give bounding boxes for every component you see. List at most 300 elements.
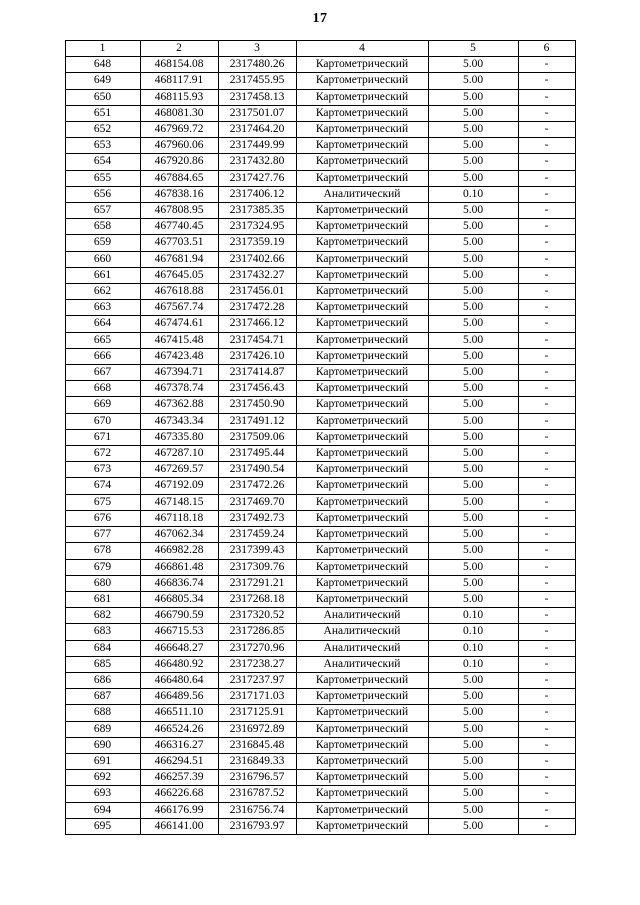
table-cell: 467423.48 [140,348,218,364]
table-cell: - [518,284,575,300]
table-cell: - [518,57,575,73]
table-row [65,527,575,543]
table-cell: 466480.92 [140,656,218,672]
table-cell: 5.00 [428,753,518,769]
table-cell: Картометрический [296,494,428,510]
coordinates-table [65,40,576,835]
table-cell: 467681.94 [140,251,218,267]
table-cell: 467884.65 [140,170,218,186]
table-cell: 5.00 [428,332,518,348]
table-cell: 467567.74 [140,300,218,316]
table-cell: - [518,381,575,397]
table-cell: 656 [65,186,140,202]
table-cell: 687 [65,689,140,705]
table-cell: - [518,608,575,624]
table-cell: Картометрический [296,219,428,235]
column-header: 4 [296,41,428,57]
table-row [65,284,575,300]
table-cell: 5.00 [428,818,518,834]
table-cell: 2317492.73 [218,510,296,526]
table-cell: 467269.57 [140,462,218,478]
table-cell: 2317427.76 [218,170,296,186]
table-cell: 467343.34 [140,413,218,429]
table-cell: 467618.88 [140,284,218,300]
table-cell: 467703.51 [140,235,218,251]
table-row [65,656,575,672]
table-cell: - [518,527,575,543]
table-cell: Картометрический [296,57,428,73]
table-row [65,608,575,624]
table-cell: 467415.48 [140,332,218,348]
table-cell: 5.00 [428,429,518,445]
table-row [65,251,575,267]
table-cell: 467808.95 [140,203,218,219]
table-row [65,640,575,656]
table-cell: 690 [65,737,140,753]
table-cell: 467969.72 [140,122,218,138]
table-cell: 2317286.85 [218,624,296,640]
table-row [65,737,575,753]
table-cell: 0.10 [428,186,518,202]
table-cell: Картометрический [296,672,428,688]
table-cell: 467287.10 [140,446,218,462]
table-cell: Картометрический [296,802,428,818]
table-cell: Картометрический [296,397,428,413]
table-cell: 661 [65,267,140,283]
table-cell: Картометрический [296,332,428,348]
table-cell: Картометрический [296,786,428,802]
table-cell: 654 [65,154,140,170]
table-cell: Картометрический [296,770,428,786]
table-row [65,510,575,526]
table-row [65,186,575,202]
table-row [65,219,575,235]
table-cell: 467362.88 [140,397,218,413]
table-cell: 680 [65,575,140,591]
table-row [65,381,575,397]
table-cell: 5.00 [428,154,518,170]
table-cell: Картометрический [296,73,428,89]
table-cell: 0.10 [428,624,518,640]
table-cell: - [518,737,575,753]
table-cell: 2317402.66 [218,251,296,267]
table-cell: 2317456.01 [218,284,296,300]
table-cell: 0.10 [428,608,518,624]
table-cell: Аналитический [296,640,428,656]
table-cell: 5.00 [428,300,518,316]
table-row [65,138,575,154]
table-row [65,753,575,769]
table-row [65,267,575,283]
table-cell: - [518,770,575,786]
table-cell: - [518,478,575,494]
table-cell: Картометрический [296,462,428,478]
table-cell: 467118.18 [140,510,218,526]
table-cell: 2316849.33 [218,753,296,769]
table-row [65,543,575,559]
table-cell: Картометрический [296,575,428,591]
table-row [65,818,575,834]
table-cell: - [518,802,575,818]
table-cell: 2316787.52 [218,786,296,802]
table-cell: 655 [65,170,140,186]
table-cell: Картометрический [296,348,428,364]
table-cell: 2317385.35 [218,203,296,219]
table-cell: 466715.53 [140,624,218,640]
table-cell: 2317125.91 [218,705,296,721]
table-cell: 5.00 [428,235,518,251]
table-cell: - [518,251,575,267]
table-cell: 2317466.12 [218,316,296,332]
table-cell: Аналитический [296,656,428,672]
table-cell: - [518,413,575,429]
table-cell: 2317320.52 [218,608,296,624]
table-cell: 5.00 [428,105,518,121]
table-cell: 672 [65,446,140,462]
table-cell: 679 [65,559,140,575]
table-cell: Картометрический [296,89,428,105]
table-cell: - [518,543,575,559]
table-cell: - [518,591,575,607]
table-cell: - [518,818,575,834]
table-cell: 657 [65,203,140,219]
table-cell: - [518,559,575,575]
table-cell: 669 [65,397,140,413]
table-cell: 466805.34 [140,591,218,607]
table-cell: 695 [65,818,140,834]
table-cell: Картометрический [296,413,428,429]
table-cell: 2317464.20 [218,122,296,138]
table-cell: Аналитический [296,608,428,624]
table-cell: 5.00 [428,57,518,73]
table-cell: 5.00 [428,316,518,332]
table-cell: - [518,446,575,462]
table-cell: 2317406.12 [218,186,296,202]
table-cell: 665 [65,332,140,348]
table-row [65,802,575,818]
table-cell: 467062.34 [140,527,218,543]
table-row [65,429,575,445]
table-row [65,462,575,478]
table-cell: 468154.08 [140,57,218,73]
table-cell: 5.00 [428,494,518,510]
table-cell: 5.00 [428,527,518,543]
table-cell: Картометрический [296,478,428,494]
table-cell: 2316756.74 [218,802,296,818]
table-cell: 693 [65,786,140,802]
table-cell: 2316793.97 [218,818,296,834]
table-cell: 2317458.13 [218,89,296,105]
table-row [65,365,575,381]
table-cell: 467394.71 [140,365,218,381]
table-cell: 2317455.95 [218,73,296,89]
table-cell: 468081.30 [140,105,218,121]
table-cell: Картометрический [296,510,428,526]
table-cell: 691 [65,753,140,769]
table-cell: 2317399.43 [218,543,296,559]
table-row [65,235,575,251]
table-cell: 2317324.95 [218,219,296,235]
table-cell: 467960.06 [140,138,218,154]
table-cell: 681 [65,591,140,607]
table-cell: 2317469.70 [218,494,296,510]
table-cell: - [518,494,575,510]
table-row [65,397,575,413]
table-cell: 686 [65,672,140,688]
table-cell: 5.00 [428,284,518,300]
table-cell: 5.00 [428,672,518,688]
table-row [65,122,575,138]
table-cell: 0.10 [428,640,518,656]
table-row [65,332,575,348]
table-cell: - [518,348,575,364]
column-header: 6 [518,41,575,57]
table-cell: 467645.05 [140,267,218,283]
table-cell: 652 [65,122,140,138]
table-cell: - [518,300,575,316]
column-header: 1 [65,41,140,57]
table-row [65,591,575,607]
table-cell: 682 [65,608,140,624]
table-row [65,170,575,186]
table-cell: Картометрический [296,235,428,251]
table-cell: 664 [65,316,140,332]
table-cell: 466257.39 [140,770,218,786]
table-cell: 5.00 [428,219,518,235]
table-cell: - [518,624,575,640]
table-cell: 5.00 [428,802,518,818]
table-cell: 467740.45 [140,219,218,235]
table-cell: 5.00 [428,510,518,526]
table-cell: - [518,656,575,672]
table-cell: 2317454.71 [218,332,296,348]
table-cell: Картометрический [296,559,428,575]
table-cell: 650 [65,89,140,105]
table-cell: Картометрический [296,689,428,705]
table-cell: Картометрический [296,284,428,300]
table-cell: 466294.51 [140,753,218,769]
table-cell: - [518,219,575,235]
table-cell: Картометрический [296,446,428,462]
table-cell: 5.00 [428,89,518,105]
table-cell: 5.00 [428,770,518,786]
table-cell: - [518,786,575,802]
table-cell: 5.00 [428,737,518,753]
table-row [65,786,575,802]
table-cell: 467148.15 [140,494,218,510]
column-header: 2 [140,41,218,57]
table-cell: 5.00 [428,591,518,607]
table-cell: 2317491.12 [218,413,296,429]
table-cell: Картометрический [296,429,428,445]
table-cell: 649 [65,73,140,89]
table-row [65,770,575,786]
table-cell: 648 [65,57,140,73]
table-cell: 2316845.48 [218,737,296,753]
table-cell: - [518,203,575,219]
table-row [65,73,575,89]
table-cell: 2317480.26 [218,57,296,73]
table-cell: 692 [65,770,140,786]
table-cell: 5.00 [428,705,518,721]
table-row [65,689,575,705]
table-cell: - [518,267,575,283]
table-cell: 5.00 [428,413,518,429]
table-cell: 659 [65,235,140,251]
table-cell: 685 [65,656,140,672]
table-head [65,41,575,57]
table-row [65,316,575,332]
table-cell: 5.00 [428,575,518,591]
table-row [65,478,575,494]
table-cell: 5.00 [428,381,518,397]
table-cell: - [518,510,575,526]
table-row [65,89,575,105]
table-cell: 670 [65,413,140,429]
table-cell: 466790.59 [140,608,218,624]
table-header-row [65,41,575,57]
table-cell: Картометрический [296,316,428,332]
table-cell: 467192.09 [140,478,218,494]
table-row [65,559,575,575]
table-row [65,154,575,170]
table-cell: 683 [65,624,140,640]
table-cell: Картометрический [296,300,428,316]
table-body [65,57,575,835]
table-cell: - [518,705,575,721]
table-cell: Картометрический [296,591,428,607]
table-cell: 468117.91 [140,73,218,89]
table-row [65,57,575,73]
table-cell: 668 [65,381,140,397]
table-cell: 678 [65,543,140,559]
table-cell: 2317432.80 [218,154,296,170]
table-cell: 2317171.03 [218,689,296,705]
table-cell: 468115.93 [140,89,218,105]
table-cell: 5.00 [428,446,518,462]
table-cell: - [518,89,575,105]
table-cell: Картометрический [296,267,428,283]
table-cell: Картометрический [296,543,428,559]
table-cell: Аналитический [296,624,428,640]
table-cell: 663 [65,300,140,316]
table-cell: 2317509.06 [218,429,296,445]
table-cell: 467838.16 [140,186,218,202]
table-row [65,705,575,721]
table-cell: 466316.27 [140,737,218,753]
table-cell: 694 [65,802,140,818]
table-cell: - [518,429,575,445]
table-cell: 5.00 [428,122,518,138]
table-cell: 5.00 [428,170,518,186]
table-cell: 666 [65,348,140,364]
table-cell: 5.00 [428,348,518,364]
table-cell: 5.00 [428,478,518,494]
table-cell: 466836.74 [140,575,218,591]
table-cell: - [518,235,575,251]
table-row [65,494,575,510]
column-header: 5 [428,41,518,57]
table-cell: 2317490.54 [218,462,296,478]
table-cell: 673 [65,462,140,478]
table-cell: 2317449.99 [218,138,296,154]
table-row [65,672,575,688]
table-cell: 684 [65,640,140,656]
table-cell: 676 [65,510,140,526]
table-row [65,575,575,591]
table-cell: 5.00 [428,721,518,737]
table-row [65,446,575,462]
table-cell: Картометрический [296,138,428,154]
table-cell: 466226.68 [140,786,218,802]
table-cell: Картометрический [296,105,428,121]
table-cell: 5.00 [428,267,518,283]
table-cell: 2317426.10 [218,348,296,364]
table-cell: - [518,640,575,656]
column-header: 3 [218,41,296,57]
table-cell: 2317237.97 [218,672,296,688]
table-cell: Картометрический [296,721,428,737]
table-cell: - [518,170,575,186]
table-cell: - [518,575,575,591]
table-cell: 467474.61 [140,316,218,332]
table-cell: 2317414.87 [218,365,296,381]
table-cell: 2317450.90 [218,397,296,413]
table-cell: 2317238.27 [218,656,296,672]
table-row [65,413,575,429]
table-cell: 677 [65,527,140,543]
table-cell: - [518,365,575,381]
table-row [65,721,575,737]
table-cell: 5.00 [428,397,518,413]
table-cell: 2317456.43 [218,381,296,397]
table-cell: - [518,462,575,478]
table-row [65,348,575,364]
table-cell: - [518,332,575,348]
table-cell: 2317472.28 [218,300,296,316]
table-cell: 671 [65,429,140,445]
table-cell: Картометрический [296,527,428,543]
table-cell: 467378.74 [140,381,218,397]
table-cell: Картометрический [296,251,428,267]
table-cell: Картометрический [296,365,428,381]
table-cell: 467335.80 [140,429,218,445]
page-number: 17 [312,11,328,26]
table-cell: 688 [65,705,140,721]
table-cell: 658 [65,219,140,235]
table-cell: 5.00 [428,73,518,89]
table-cell: 2317432.27 [218,267,296,283]
table-cell: Картометрический [296,753,428,769]
table-cell: Картометрический [296,818,428,834]
table-cell: 466141.00 [140,818,218,834]
table-cell: 667 [65,365,140,381]
table-cell: 5.00 [428,462,518,478]
table-cell: - [518,73,575,89]
table-cell: 5.00 [428,365,518,381]
table-row [65,105,575,121]
table-cell: 466489.56 [140,689,218,705]
table-cell: 466982.28 [140,543,218,559]
table-cell: 662 [65,284,140,300]
table-cell: Картометрический [296,203,428,219]
table-cell: 2317472.26 [218,478,296,494]
table-cell: 5.00 [428,559,518,575]
table-cell: 2317459.24 [218,527,296,543]
table-cell: 651 [65,105,140,121]
table-cell: - [518,721,575,737]
table-cell: 466480.64 [140,672,218,688]
